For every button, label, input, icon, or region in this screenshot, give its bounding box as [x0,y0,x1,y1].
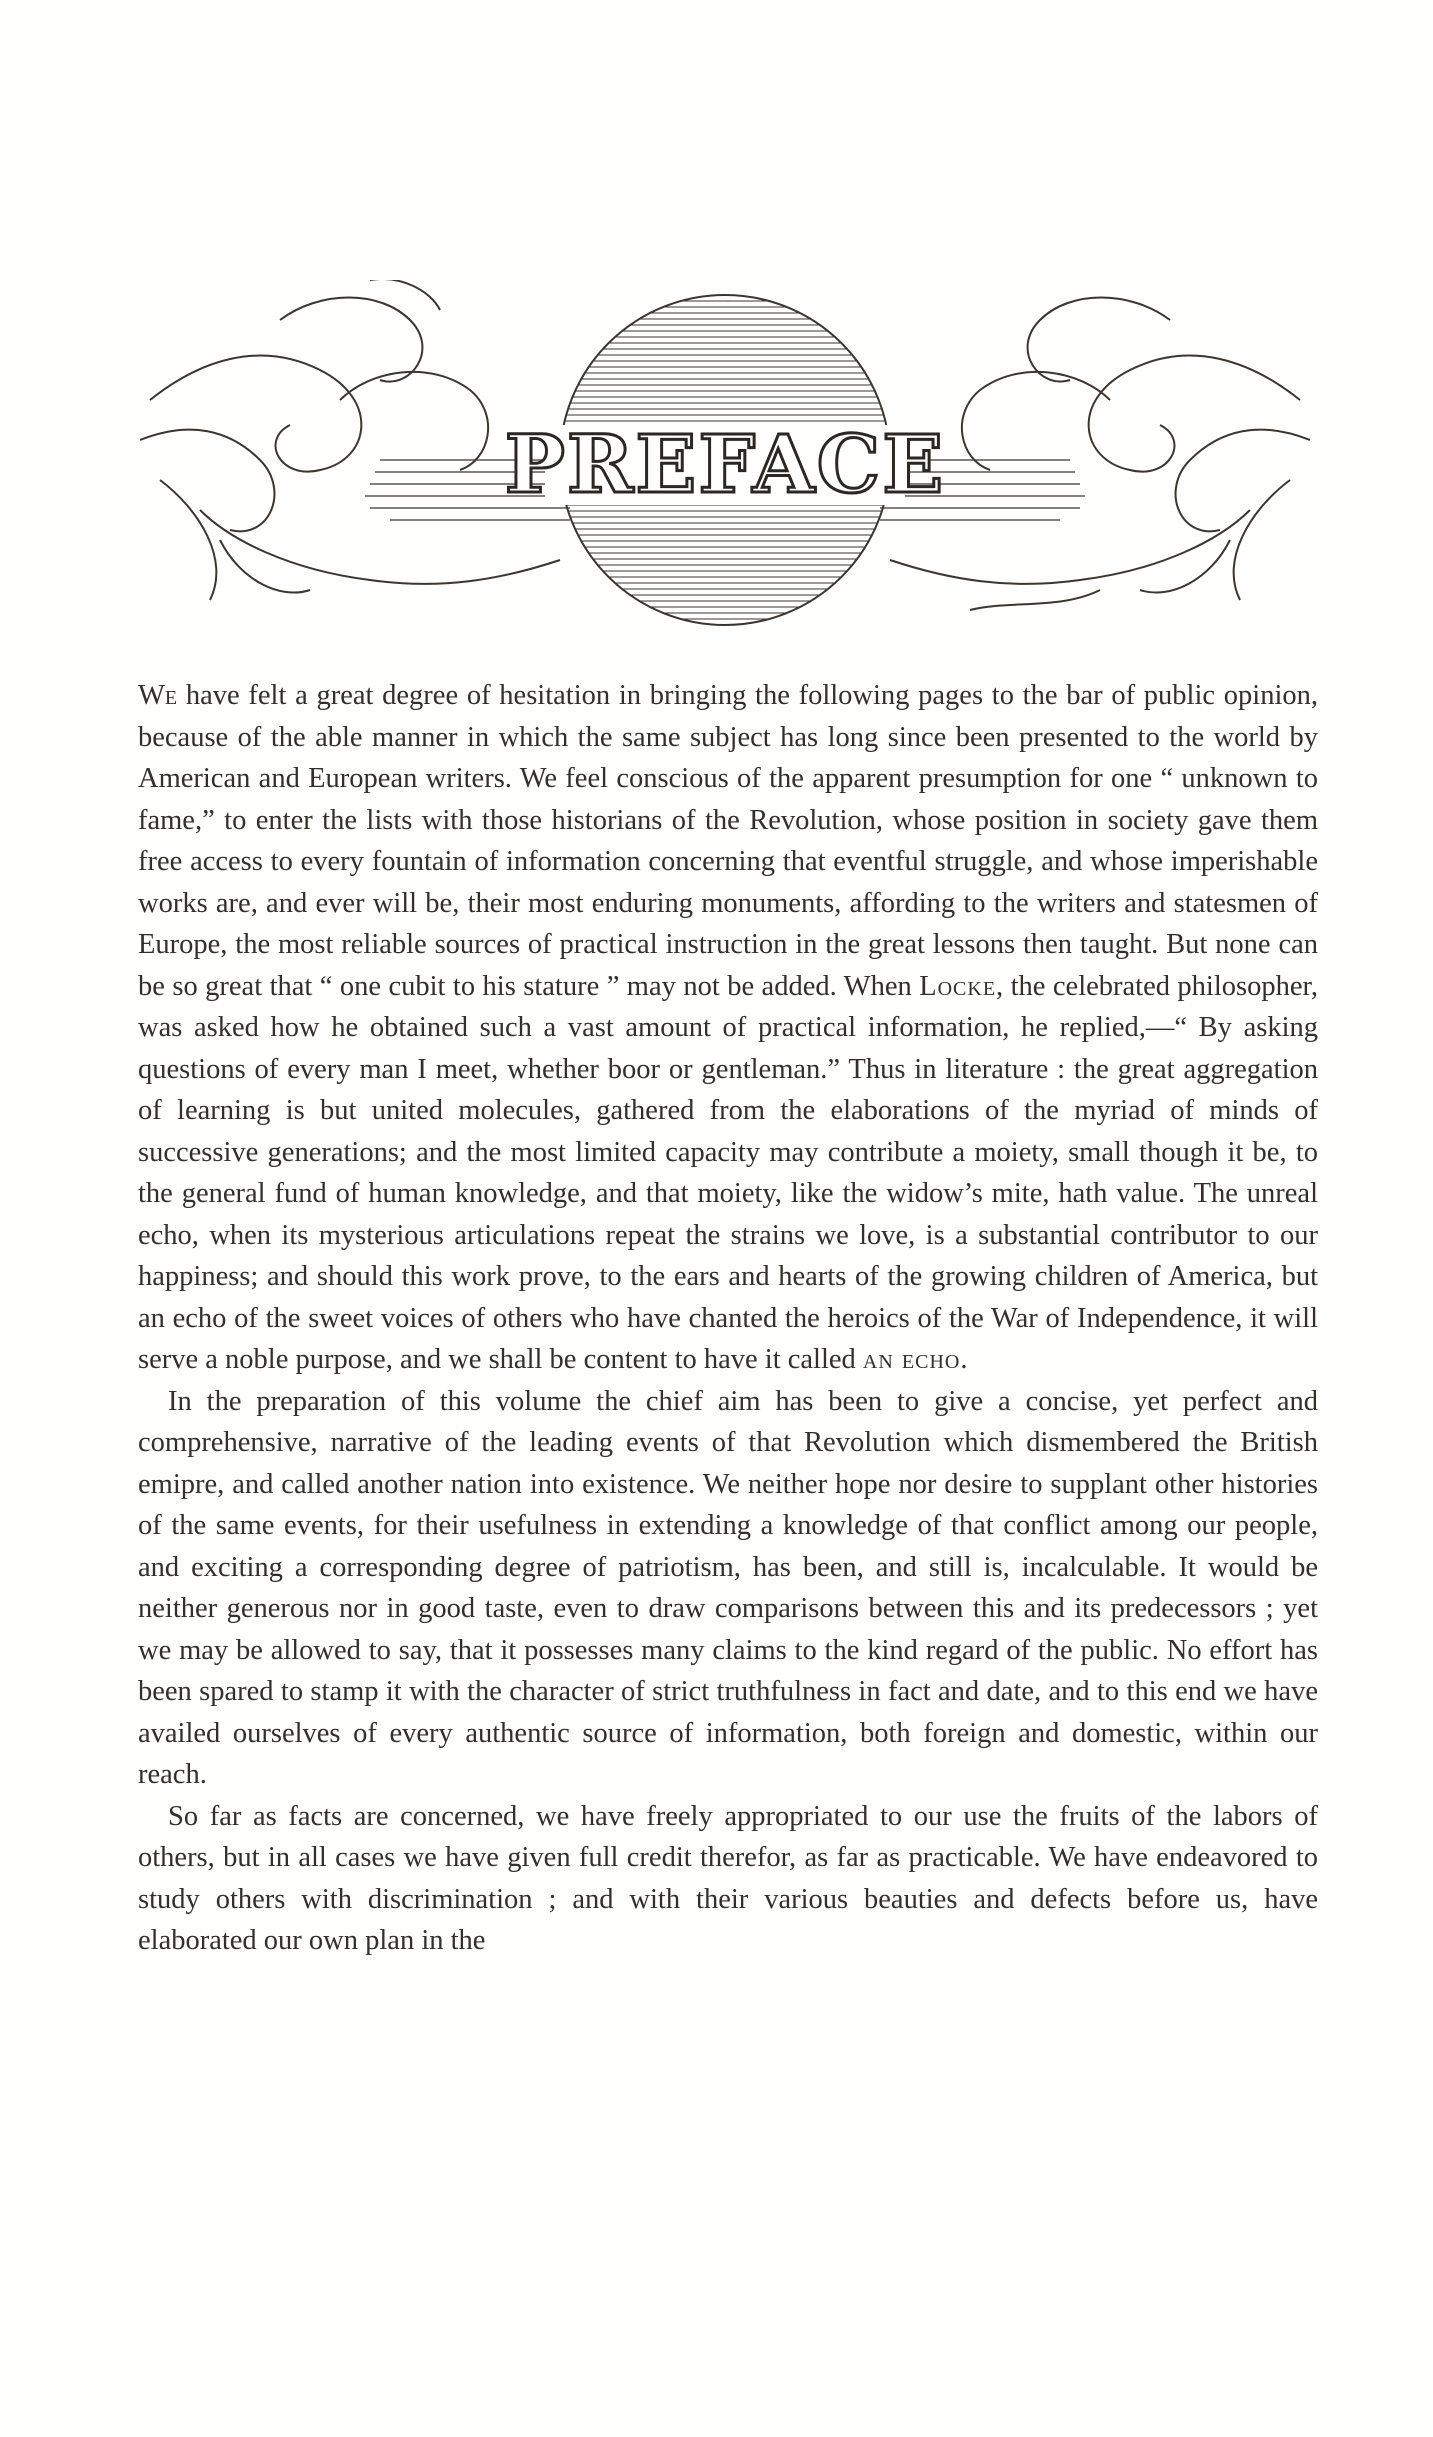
phrase-an-echo: an echo [862,1344,961,1375]
name-locke: Locke [919,970,997,1002]
paragraph-1-end: . [960,1344,968,1375]
paragraph-1-text: have felt a great degree of hesitation in bringing the following pages to the bar of public opinion, because of the able manner in which the same subject has long since been presented to the world by American and European writers. We feel conscious of the apparent presumption for one “ unknown to fame,” to enter the lists with those historians of the Revolution, whose position in society gave them free access to every fountain of information concerning that eventful struggle, and whose imperishable works are, and ever will be, their most enduring monuments, affording to the writers and statesmen of Europe, the most reliable sources of practical instruction in the great lessons then taught. But none can be so great that “ one cubit to his stature ” may not be added. When [138,680,1318,1002]
paragraph-2: In the preparation of this volume the chief aim has been to give a concise, yet perfect and comprehensive, narrative of the leading events of that Revolution which dismembered the British emipre, and called another nation into existence. We neither hope nor desire to supplant other histories of the same events, for their usefulness in extending a knowledge of that conflict among our people, and exciting a corresponding degree of patriotism, has been, and still is, incalculable. It would be neither generous nor in good taste, even to draw comparisons between this and its predecessors ; yet we may be allowed to say, that it possesses many claims to the kind regard of the public. No effort has been spared to stamp it with the character of strict truthfulness in fact and date, and to this end we have availed ourselves of every authentic source of information, both foreign and domestic, within our reach. [138,1385,1318,1790]
paragraph-1-text-2: , the celebrated philosopher, was asked how he obtained such a vast amount of practical information, he replied,—“ By asking questions of every man I meet, whether boor or gentleman.” Thus in literature : the great aggregation of learning is but united molecules, gathered from the elaborations of the myriad of minds of successive generations; and the most limited capacity may contribute a moiety, small though it be, to the general fund of human knowledge, and that moiety, like the widow’s mite, hath value. The unreal echo, when its mysterious articulations repeat the strains we love, is a substantial contributor to our happiness; and should this work prove, to the ears and hearts of the growing children of America, but an echo of the sweet voices of others who have chanted the heroics of the War of Independence, it will serve a noble purpose, and we shall be content to have it called [138,970,1318,1375]
paragraph-3: So far as facts are concerned, we have freely appropriated to our use the fruits of the labors of others, but in all cases we have given full credit therefor, as far as practicable. We have endeavored to study others with discrimination ; and with their various beauties and defects before us, have elaborated our own plan in the [138,1800,1318,1956]
preface-ornament [140,280,1310,650]
right-scroll [1089,356,1300,472]
preface-body [138,675,1318,1962]
lead-word: We [138,680,178,711]
paragraph-1 [138,675,1318,1381]
preface-title: PREFACE [504,417,946,511]
left-scroll [150,356,361,472]
